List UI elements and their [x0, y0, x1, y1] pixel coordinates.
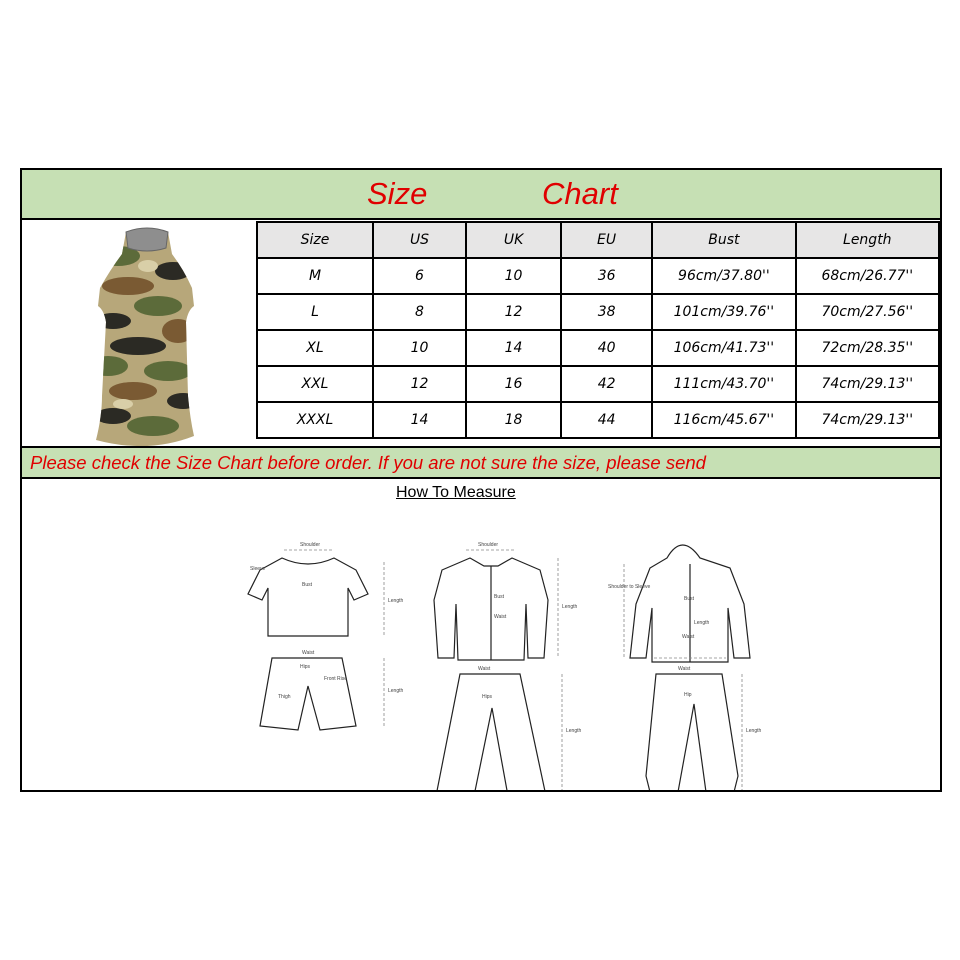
table-cell: 36	[561, 258, 652, 294]
size-chart-frame	[20, 168, 942, 792]
table-cell: XL	[257, 330, 373, 366]
label-waist-2: Waist	[494, 614, 507, 620]
table-cell: 68cm/26.77''	[796, 258, 939, 294]
label-thigh: Thigh	[278, 694, 291, 700]
how-to-measure-title: How To Measure	[396, 484, 516, 501]
label-hips-2: Hips	[482, 694, 493, 700]
label-waist-5: Waist	[678, 666, 691, 672]
label-bust-2: Bust	[494, 594, 505, 600]
label-shoulder: Shoulder	[300, 542, 321, 548]
header-cell: Bust	[652, 222, 795, 258]
table-cell: 44	[561, 402, 652, 438]
table-cell: L	[257, 294, 373, 330]
label-length-4: Length	[566, 728, 582, 734]
table-cell: M	[257, 258, 373, 294]
table-row	[257, 366, 939, 402]
table-cell: 111cm/43.70''	[652, 366, 795, 402]
table-cell: 106cm/41.73''	[652, 330, 795, 366]
title-chart: Chart	[542, 176, 618, 211]
table-cell: 12	[466, 294, 561, 330]
header-cell: US	[373, 222, 466, 258]
header-cell: Size	[257, 222, 373, 258]
table-cell: 6	[373, 258, 466, 294]
title-band	[22, 170, 940, 220]
label-shoulder-2: Shoulder	[478, 542, 499, 548]
table-cell: 96cm/37.80''	[652, 258, 795, 294]
table-cell: 14	[373, 402, 466, 438]
table-cell: 116cm/45.67''	[652, 402, 795, 438]
table-row	[257, 294, 939, 330]
label-waist-4: Waist	[682, 634, 695, 640]
label-length-3: Length	[562, 604, 578, 610]
label-shoulder-to-sleeve: Shoulder to Sleeve	[608, 584, 651, 590]
table-cell: XXL	[257, 366, 373, 402]
header-cell: UK	[466, 222, 561, 258]
label-length: Length	[388, 598, 404, 604]
table-cell: 40	[561, 330, 652, 366]
label-bust-3: Bust	[684, 596, 695, 602]
table-cell: 16	[466, 366, 561, 402]
table-header-row	[257, 222, 939, 258]
header-cell: EU	[561, 222, 652, 258]
title-size: Size	[367, 176, 428, 211]
table-cell: 101cm/39.76''	[652, 294, 795, 330]
table-cell: 18	[466, 402, 561, 438]
label-hips: Hips	[300, 664, 311, 670]
table-cell: 70cm/27.56''	[796, 294, 939, 330]
notice-banner	[22, 446, 940, 479]
jeans-outline	[436, 674, 546, 790]
table-row	[257, 258, 939, 294]
size-table	[256, 221, 940, 439]
measure-diagrams	[22, 508, 940, 790]
table-cell: XXXL	[257, 402, 373, 438]
notice-text: Please check the Size Chart before order. If you are not sure the size, please send	[30, 452, 706, 473]
camo-tank-image	[88, 226, 206, 452]
table-cell: 74cm/29.13''	[796, 402, 939, 438]
table-cell: 10	[373, 330, 466, 366]
joggers-outline	[646, 674, 738, 790]
table-cell: 74cm/29.13''	[796, 366, 939, 402]
table-cell: 38	[561, 294, 652, 330]
label-hip: Hip	[684, 692, 692, 698]
tshirt-outline	[248, 558, 368, 636]
label-length-5: Length	[694, 620, 710, 626]
table-row	[257, 402, 939, 438]
table-cell: 12	[373, 366, 466, 402]
label-length-2: Length	[388, 688, 404, 694]
label-sleeve: Sleeve	[250, 566, 266, 572]
table-cell: 14	[466, 330, 561, 366]
label-length-6: Length	[746, 728, 762, 734]
label-waist-3: Waist	[478, 666, 491, 672]
header-cell: Length	[796, 222, 939, 258]
table-cell: 72cm/28.35''	[796, 330, 939, 366]
table-cell: 8	[373, 294, 466, 330]
table-row	[257, 330, 939, 366]
table-cell: 42	[561, 366, 652, 402]
label-bust: Bust	[302, 582, 313, 588]
label-front-rise: Front Rise	[324, 676, 348, 682]
table-cell: 10	[466, 258, 561, 294]
label-waist: Waist	[302, 650, 315, 656]
